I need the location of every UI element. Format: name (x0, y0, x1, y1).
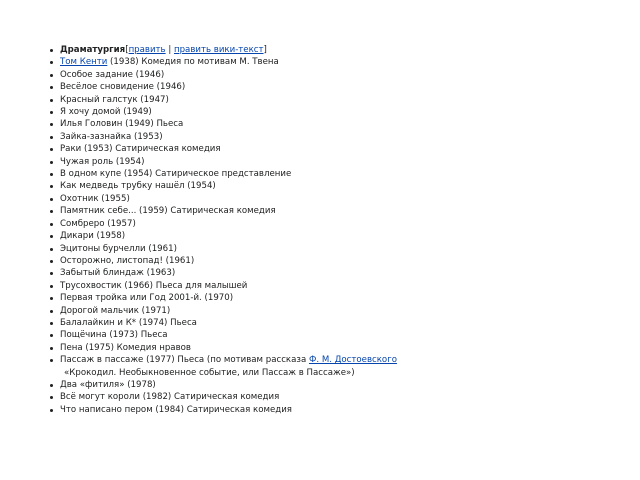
item-text: Охотник (1955) (60, 193, 130, 204)
list-item (48, 404, 608, 416)
edit-bracket-close: ] (263, 45, 267, 55)
item-text: Чужая роль (1954) (60, 156, 145, 167)
item-text: Особое задание (1946) (60, 69, 165, 80)
item-text: Дикари (1958) (60, 231, 126, 242)
edit-bracket-open: [ (125, 45, 129, 55)
item-text: Зайка-зазнайка (1953) (60, 131, 163, 142)
list-item (48, 342, 608, 354)
item-text: Осторожно, листопад! (1961) (60, 255, 195, 266)
list-item (48, 267, 608, 279)
list-item (48, 391, 608, 403)
item-text: Раки (1953) Сатирическая комедия (60, 144, 221, 155)
item-text: Эцитоны бурчелли (1961) (60, 243, 177, 254)
item-link[interactable]: Том Кенти (60, 57, 108, 68)
list-item (48, 205, 608, 217)
list-item (48, 255, 608, 267)
list-item (48, 156, 608, 168)
list-item (48, 193, 608, 205)
list-item (48, 56, 608, 68)
list-item (48, 292, 608, 304)
list-item (48, 218, 608, 230)
item-text: Пощёчина (1973) Пьеса (60, 330, 168, 341)
item-text: Я хочу домой (1949) (60, 107, 152, 118)
item-continuation: «Крокодил. Необыкновенное событие, или Пассаж в Пассаже») (64, 367, 355, 378)
item-text: Как медведь трубку нашёл (1954) (60, 181, 216, 192)
item-text: Дорогой мальчик (1971) (60, 305, 171, 316)
list-item (48, 243, 608, 255)
list-item (48, 379, 608, 391)
list-item (48, 81, 608, 93)
item-text: Красный галстук (1947) (60, 94, 169, 105)
item-text: Трусохвостик (1966) Пьеса для малышей (60, 280, 248, 291)
item-text: В одном купе (1954) Сатирическое представление (60, 169, 292, 180)
item-text: Сомбреро (1957) (60, 218, 136, 229)
item-text: Первая тройка или Год 2001-й. (1970) (60, 293, 234, 304)
item-text: Илья Головин (1949) Пьеса (60, 119, 184, 130)
edit-separator: | (165, 45, 174, 55)
item-text: Два «фитиля» (1978) (60, 379, 156, 390)
section-heading (48, 44, 608, 56)
list-item (48, 143, 608, 155)
item-text: Что написано пером (1984) Сатирическая комедия (60, 404, 292, 415)
list-item (48, 329, 608, 341)
list-item (48, 280, 608, 292)
list-item (48, 69, 608, 81)
list-item (48, 106, 608, 118)
list-item (48, 168, 608, 180)
list-item (48, 94, 608, 106)
item-text: Забытый блиндаж (1963) (60, 268, 176, 279)
edit-source-link[interactable]: править вики-текст (173, 45, 264, 55)
list-item (48, 305, 608, 317)
list-item (48, 317, 608, 329)
list-item (48, 354, 608, 379)
item-text: (1938) Комедия по мотивам М. Твена (107, 57, 279, 68)
list-item (48, 230, 608, 242)
item-text: Пассаж в пассаже (1977) Пьеса (по мотивам рассказа (60, 355, 309, 366)
works-list (48, 44, 608, 416)
list-item (48, 180, 608, 192)
item-text: Памятник себе... (1959) Сатирическая комедия (60, 206, 276, 217)
item-text: Балалайкин и К* (1974) Пьеса (60, 317, 197, 328)
list-item (48, 118, 608, 130)
item-text: Весёлое сновидение (1946) (60, 82, 186, 93)
item-text: Всё могут короли (1982) Сатирическая комедия (60, 392, 280, 403)
section-title: Драматургия (60, 45, 126, 55)
list-item (48, 131, 608, 143)
edit-link[interactable]: править (128, 45, 166, 55)
item-text: Пена (1975) Комедия нравов (60, 342, 191, 353)
author-link[interactable]: Ф. М. Достоевского (308, 355, 397, 366)
